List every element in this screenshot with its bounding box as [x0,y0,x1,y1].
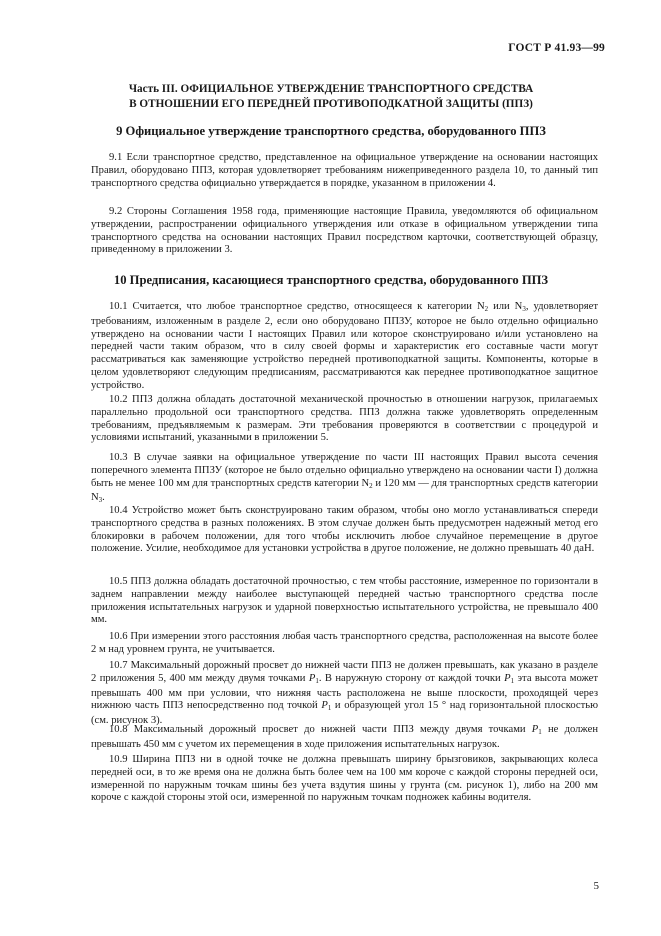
standard-code: ГОСТ Р 41.93—99 [508,42,605,54]
paragraph-10-6: 10.6 При измерении этого расстояния любая часть транспортного средства, расположенная на высоте более 2 м над уровнем грунта, не учитывается. [91,631,598,655]
section-9-heading: 9 Официальное утверждение транспортного средства, оборудованного ППЗ [116,124,546,138]
section-10-heading: 10 Предписания, касающиеся транспортного средства, оборудованного ППЗ [113,273,549,287]
paragraph-10-8: 10.8 Максимальный дорожный просвет до нижней части ППЗ между двумя точками $P_1$ не должен превышать 450 мм с учетом их перемещения в ходе приложения испытательных нагрузок. [91,724,598,750]
part-title [60,82,602,112]
paragraph-10-4: 10.4 Устройство может быть сконструировано таким образом, чтобы оно могло устанавливаться спереди транспортного средства в разных положениях. В этом случае должен быть предусмотрен надежный метод его блокировки в рабочем положении, для того чтобы исключить любое случайное перемещение в другое положение. Усилие, необходимое для установки устройства в другое положение, не должно превышать 40 даН. [91,505,598,555]
paragraph-10-2: 10.2 ППЗ должна обладать достаточной механической прочностью в отношении нагрузок, прилагаемых параллельно продольной оси транспортного средства. ППЗ должна также удовлетворять определенным требованиям, предъявляемым к размерам. Эти требования проверяются в соответствии с процедурой и условиями испытаний, указанными в приложении 5. [91,394,598,444]
paragraph-9-2: 9.2 Стороны Соглашения 1958 года, применяющие настоящие Правила, уведомляются об официальном утверждении, распространении официального утверждения или отказе в официальном утверждении типа транспортного средства на основании настоящих Правил посредством карточки, соответствующей образцу, приведенному в приложении 3. [91,206,598,256]
paragraph-10-5: 10.5 ППЗ должна обладать достаточной прочностью, с тем чтобы расстояние, измеренное по горизонтали в заднем направлении между наиболее выступающей передней частью транспортного средства после приложения испытательных нагрузок и ударной поверхностью испытательного устройства, не превышало 400 мм. [91,576,598,626]
part-title-line-2: В ОТНОШЕНИИ ЕГО ПЕРЕДНЕЙ ПРОТИВОПОДКАТНОЙ ЗАЩИТЫ (ППЗ) [129,98,533,110]
page-number: 5 [593,880,599,892]
paragraph-10-7: 10.7 Максимальный дорожный просвет до нижней части ППЗ не должен превышать, как указано в разделе 2 приложения 5, 400 мм между двумя точками $P_1$. В наружную сторону от каждой точки $P_1$ эта высота может превышать 400 мм при условии, что нижняя часть расположена не выше плоскости, проходящей через нижнюю часть ППЗ непосредственно под точкой $P_1$ и образующей угол 15 ° над горизонтальной плоскостью (см. рисунок 3). [91,660,599,727]
part-title-line-1: Часть III. ОФИЦИАЛЬНОЕ УТВЕРЖДЕНИЕ ТРАНСПОРТНОГО СРЕДСТВА [128,83,534,95]
paragraph-10-1: 10.1 Считается, что любое транспортное средство, относящееся к категории $N_2$ или $N_3$, удовлетворяет требованиям, изложенным в разделе 2, если оно оборудовано ППЗУ, которое не было отдельно официально утверждено на основании части I настоящих Правил или которое сконструировано и/или установлено на передней части таким образом, что в силу своей формы и характеристик его составные части могут рассматриваться как заменяющие устройство передней противоподкатной защиты. Компоненты, которые в целом удовлетворяют следующим предписаниям, рассматриваются как переднее противоподкатное защитное устройство. [91,301,598,391]
paragraph-9-1: 9.1 Если транспортное средство, представленное на официальное утверждение на основании настоящих Правил, оборудовано ППЗ, которая удовлетворяет требованиям нижеприведенного раздела 10, то данный тип транспортного средства официально утверждается в порядке, указанном в приложении 4. [91,152,598,189]
paragraph-10-9: 10.9 Ширина ППЗ ни в одной точке не должна превышать ширину брызговиков, закрывающих колеса передней оси, в то же время она не должна быть более чем на 100 мм короче с каждой стороны передней оси, измеренной по наружным точкам шины без учета вздутия шины у грунта (см. рисунок 1), либо на 200 мм короче с каждой стороны этой оси, измеренной по наружным точкам подножек кабины водителя. [91,754,598,804]
paragraph-10-3: 10.3 В случае заявки на официальное утверждение по части III настоящих Правил высота сечения поперечного элемента ППЗУ (которое не было отдельно официально утверждено на основании части I) должна быть не менее 100 мм для транспортных средств категории $N_2$ и 120 мм — для транспортных средств категории $N_3$. [91,452,598,505]
